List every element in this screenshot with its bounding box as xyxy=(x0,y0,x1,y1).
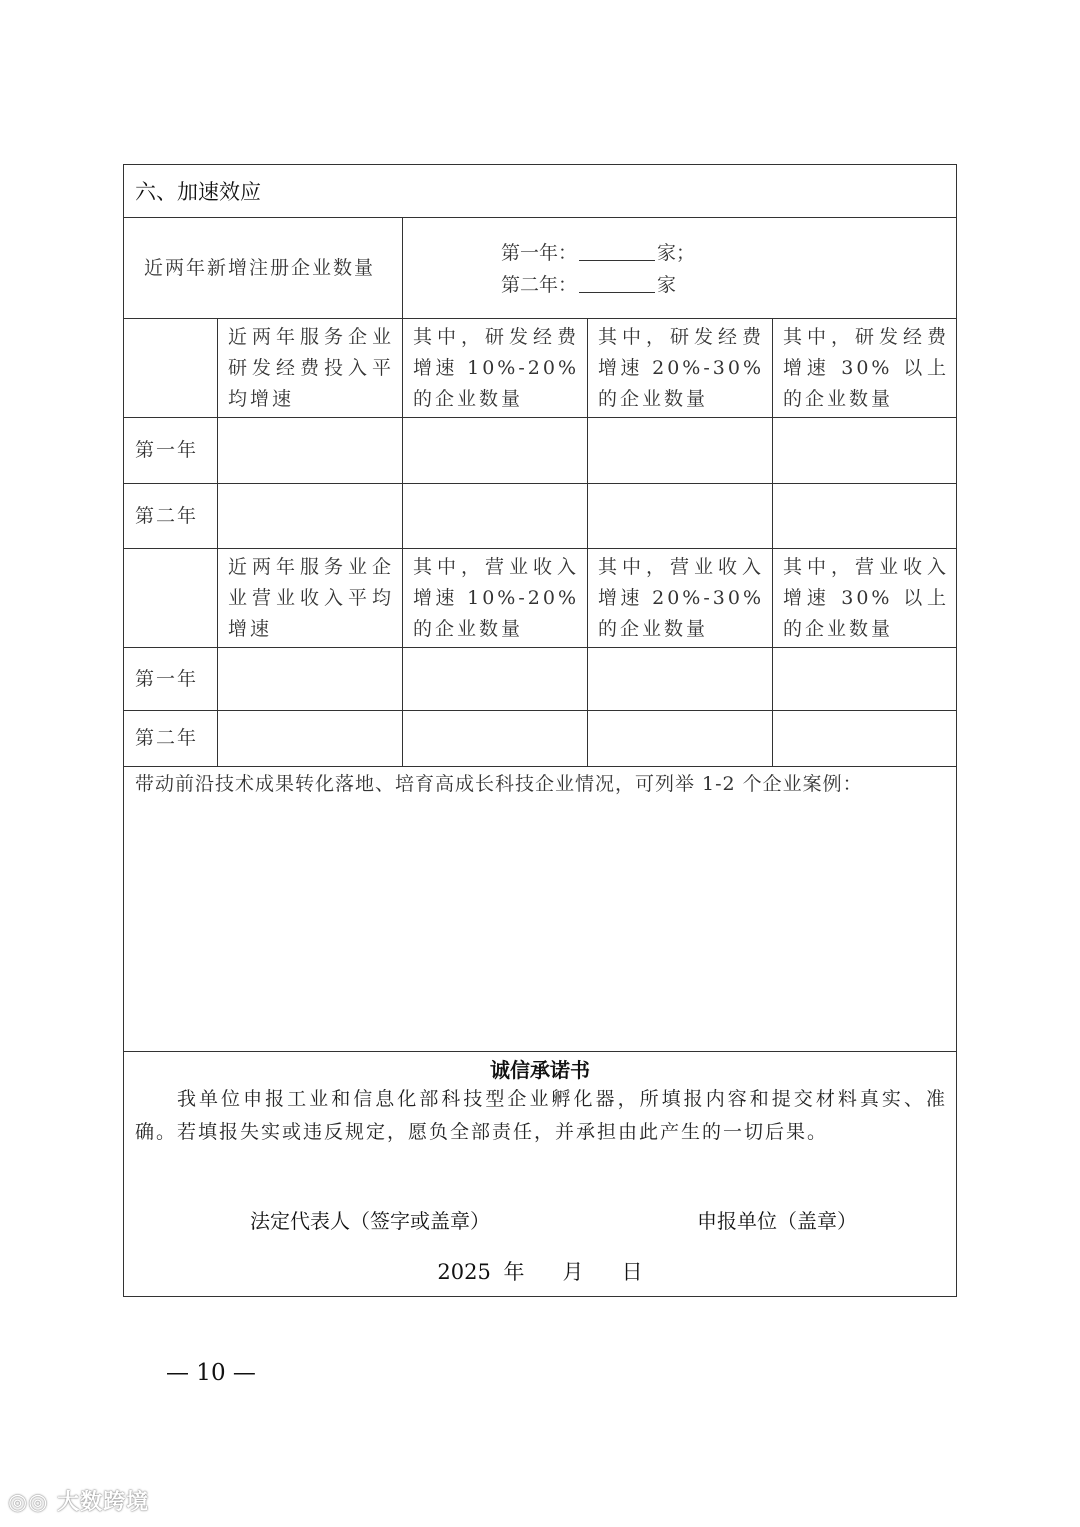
divider xyxy=(124,217,956,218)
year2-registrations xyxy=(501,269,676,301)
divider xyxy=(402,217,403,318)
page-number: — 10 — xyxy=(166,1360,256,1386)
applicant-seal: 申报单位（盖章） xyxy=(697,1209,857,1233)
year1-count-field[interactable] xyxy=(579,240,655,261)
legal-representative-signature: 法定代表人（签字或盖章） xyxy=(250,1209,490,1233)
revenue-header-10-20: 其中，营业收入增速 10%-20% 的企业数量 xyxy=(413,556,579,640)
watermark-text: 大数跨境 xyxy=(57,1490,150,1515)
revenue-header-30-plus: 其中，营业收入增速 30% 以上的企业数量 xyxy=(783,556,949,640)
divider xyxy=(124,1051,956,1052)
year2-count-field[interactable] xyxy=(579,272,655,293)
year2-prefix: 第二年： xyxy=(501,274,578,296)
divider xyxy=(124,710,956,711)
rd-header-avg: 近两年服务企业研发经费投入平均增速 xyxy=(228,326,394,410)
pledge-date: 2025 年 月 日 xyxy=(437,1260,643,1284)
divider xyxy=(124,647,956,648)
year1-prefix: 第一年： xyxy=(501,242,578,264)
divider xyxy=(217,318,218,766)
new-registrations-label: 近两年新增注册企业数量 xyxy=(144,257,376,279)
revenue-header-20-30: 其中，营业收入增速 20%-30% 的企业数量 xyxy=(598,556,764,640)
revenue-row-year1: 第一年 xyxy=(135,668,199,690)
rd-row-year2: 第二年 xyxy=(135,505,199,527)
cases-label: 带动前沿技术成果转化落地、培育高成长科技企业情况，可列举 1-2 个企业案例： xyxy=(135,773,863,795)
divider xyxy=(124,417,956,418)
rd-header-20-30: 其中，研发经费增速 20%-30% 的企业数量 xyxy=(598,326,764,410)
watermark-logo xyxy=(8,1485,149,1516)
year2-suffix: 家 xyxy=(657,274,677,296)
divider xyxy=(124,318,956,319)
logo-icon: ◎◎ xyxy=(8,1490,49,1515)
revenue-header-avg: 近两年服务业企业营业收入平均增速 xyxy=(228,556,394,640)
revenue-row-year2: 第二年 xyxy=(135,727,199,749)
divider xyxy=(772,318,773,766)
rd-header-10-20: 其中，研发经费增速 10%-20% 的企业数量 xyxy=(413,326,579,410)
year1-suffix: 家； xyxy=(657,242,696,264)
section-title: 六、加速效应 xyxy=(135,180,261,204)
pledge-body: 我单位申报工业和信息化部科技型企业孵化器，所填报内容和提交材料真实、准确。若填报失实或违反规定，愿负全部责任，并承担由此产生的一切后果。 xyxy=(135,1088,947,1143)
rd-row-year1: 第一年 xyxy=(135,439,199,461)
divider xyxy=(587,318,588,766)
divider xyxy=(124,766,956,767)
year1-registrations xyxy=(501,237,695,269)
divider xyxy=(402,318,403,766)
pledge-title: 诚信承诺书 xyxy=(490,1058,590,1082)
divider xyxy=(124,483,956,484)
divider xyxy=(124,548,956,549)
application-form xyxy=(123,164,957,1297)
rd-header-30-plus: 其中，研发经费增速 30% 以上的企业数量 xyxy=(783,326,949,410)
cases-input-area[interactable] xyxy=(128,805,952,1045)
